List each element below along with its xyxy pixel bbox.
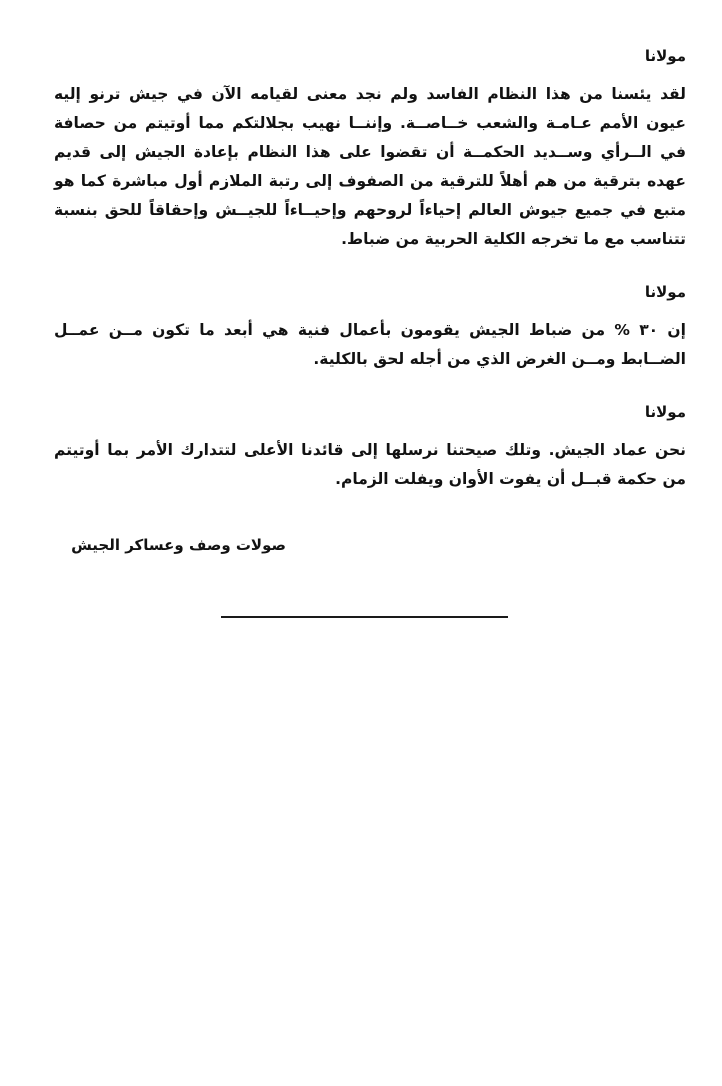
salutation-heading-3: مولانا bbox=[644, 403, 686, 421]
body-paragraph-1: لقد يئسنا من هذا النظام الفاسد ولم نجد معنى لقيامه الآن في جيش ترنو إليه عيون الأمم عـامـة والشعب خــاصــة. وإننــا نهيب بجلالتكم مما أوتيتم من حصافة في الــرأي وســديد الحكمــة أن تقضوا على هذا النظام بإعادة الجيش إلى قديم عهده بترقية من هم أهلاً للترقية من الصفوف إلى رتبة الملازم أول مباشرة كما هو متبع في جميع جيوش العالم إحياءاً لروحهم وإحيــاءاً للجيــش وإحقاقاً للحق بنسبة تتناسب مع ما تخرجه الكلية الحربية من ضباط. bbox=[54, 85, 686, 248]
salutation-heading-1: مولانا bbox=[644, 47, 686, 65]
salutation-heading-2: مولانا bbox=[644, 283, 686, 301]
document-section-2 bbox=[54, 282, 686, 374]
signature-text: صولات وصف وعساكر الجيش bbox=[71, 536, 286, 554]
body-paragraph-2: إن ٣٠ % من ضباط الجيش يقومون بأعمال فنية هي أبعد ما تكون مــن عمــل الضــابط ومــن الغرض الذي من أجله لحق بالكلية. bbox=[54, 321, 686, 368]
document-section-3 bbox=[54, 402, 686, 494]
body-paragraph-3: نحن عماد الجيش. وتلك صيحتنا نرسلها إلى قائدنا الأعلى لتتدارك الأمر بما أوتيتم من حكمة قبــل أن يفوت الأوان ويفلت الزمام. bbox=[54, 441, 686, 488]
document-section-1 bbox=[54, 46, 686, 254]
signature-rule bbox=[221, 616, 508, 618]
